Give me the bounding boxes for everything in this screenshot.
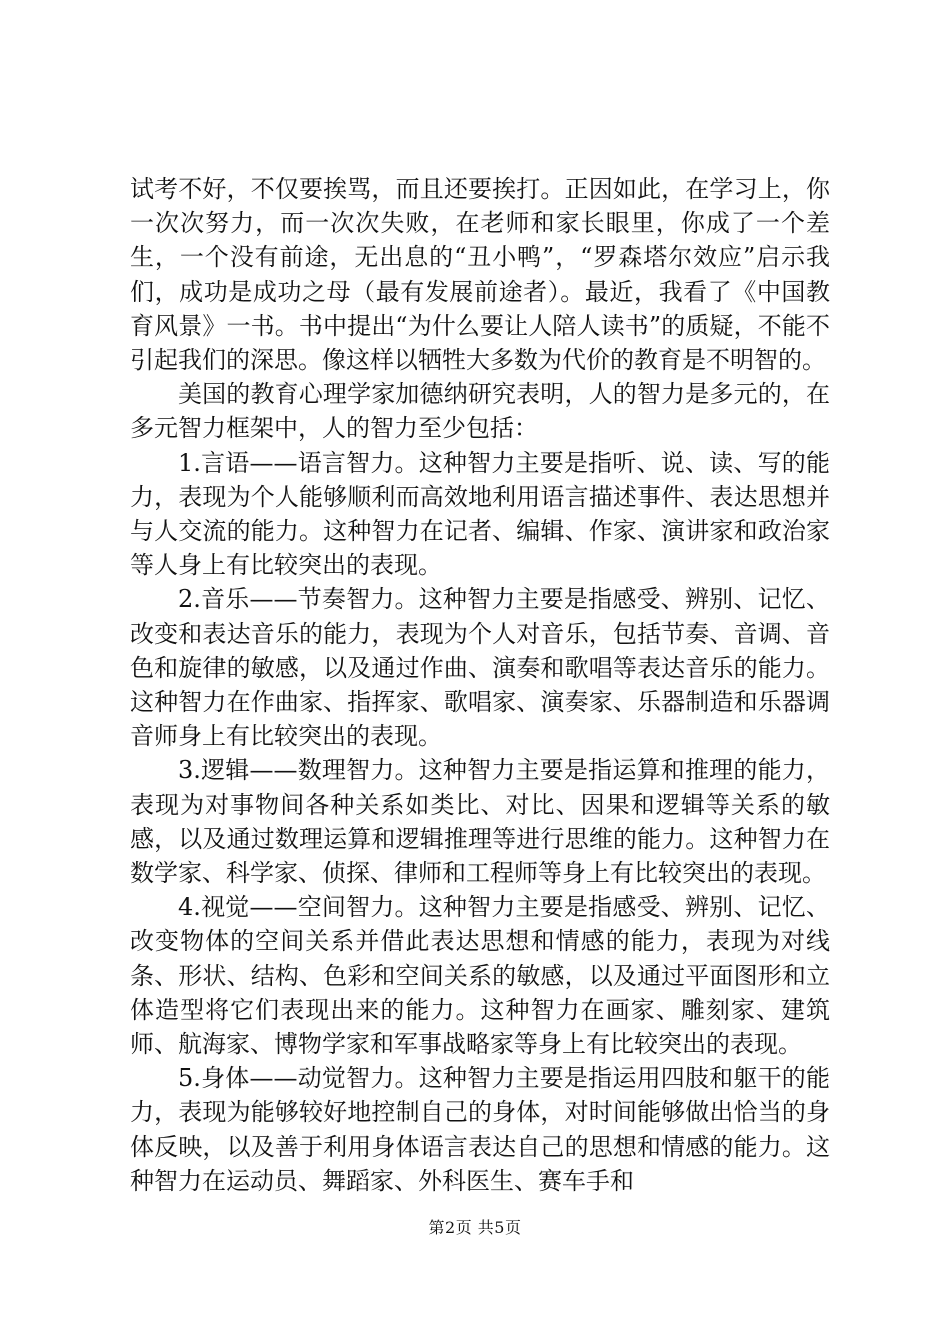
- document-body: [130, 172, 830, 1198]
- paragraph-item-5: 5.身体——动觉智力。这种智力主要是指运用四肢和躯干的能力，表现为能够较好地控制自己的身体，对时间能够做出恰当的身体反映，以及善于利用身体语言表达自己的思想和情感的能力。这种智力在运动员、舞蹈家、外科医生、赛车手和: [130, 1064, 830, 1195]
- paragraph-item-4: 4.视觉——空间智力。这种智力主要是指感受、辨别、记忆、改变物体的空间关系并借此表达思想和情感的能力，表现为对线条、形状、结构、色彩和空间关系的敏感，以及通过平面图形和立体造型将它们表现出来的能力。这种智力在画家、雕刻家、建筑师、航海家、博物学家和军事战略家等身上有比较突出的表现。: [130, 893, 830, 1059]
- paragraph-item-1: 1.言语——语言智力。这种智力主要是指听、说、读、写的能力，表现为个人能够顺利而高效地利用语言描述事件、表达思想并与人交流的能力。这种智力在记者、编辑、作家、演讲家和政治家等人身上有比较突出的表现。: [130, 448, 830, 580]
- paragraph-intro: 美国的教育心理学家加德纳研究表明，人的智力是多元的，在多元智力框架中，人的智力至少包括：: [130, 380, 830, 443]
- paragraph-item-3: 3.逻辑——数理智力。这种智力主要是指运算和推理的能力，表现为对事物间各种关系如类比、对比、因果和逻辑等关系的敏感，以及通过数理运算和逻辑推理等进行思维的能力。这种智力在数学家、科学家、侦探、律师和工程师等身上有比较突出的表现。: [130, 756, 830, 888]
- page-footer: 第2页 共5页: [428, 1218, 522, 1237]
- paragraph-item-2: 2.音乐——节奏智力。这种智力主要是指感受、辨别、记忆、改变和表达音乐的能力，表现为个人对音乐，包括节奏、音调、音色和旋律的敏感，以及通过作曲、演奏和歌唱等表达音乐的能力。这种智力在作曲家、指挥家、歌唱家、演奏家、乐器制造和乐器调音师身上有比较突出的表现。: [130, 585, 830, 751]
- paragraph-continuation: 试考不好，不仅要挨骂，而且还要挨打。正因如此，在学习上，你一次次努力，而一次次失败，在老师和家长眼里，你成了一个差生，一个没有前途，无出息的“丑小鸭”，“罗森塔尔效应”启示我们，成功是成功之母（最有发展前途者）。最近，我看了《中国教育风景》一书。书中提出“为什么要让人陪人读书”的质疑，不能不引起我们的深思。像这样以牺牲大多数为代价的教育是不明智的。: [130, 175, 830, 375]
